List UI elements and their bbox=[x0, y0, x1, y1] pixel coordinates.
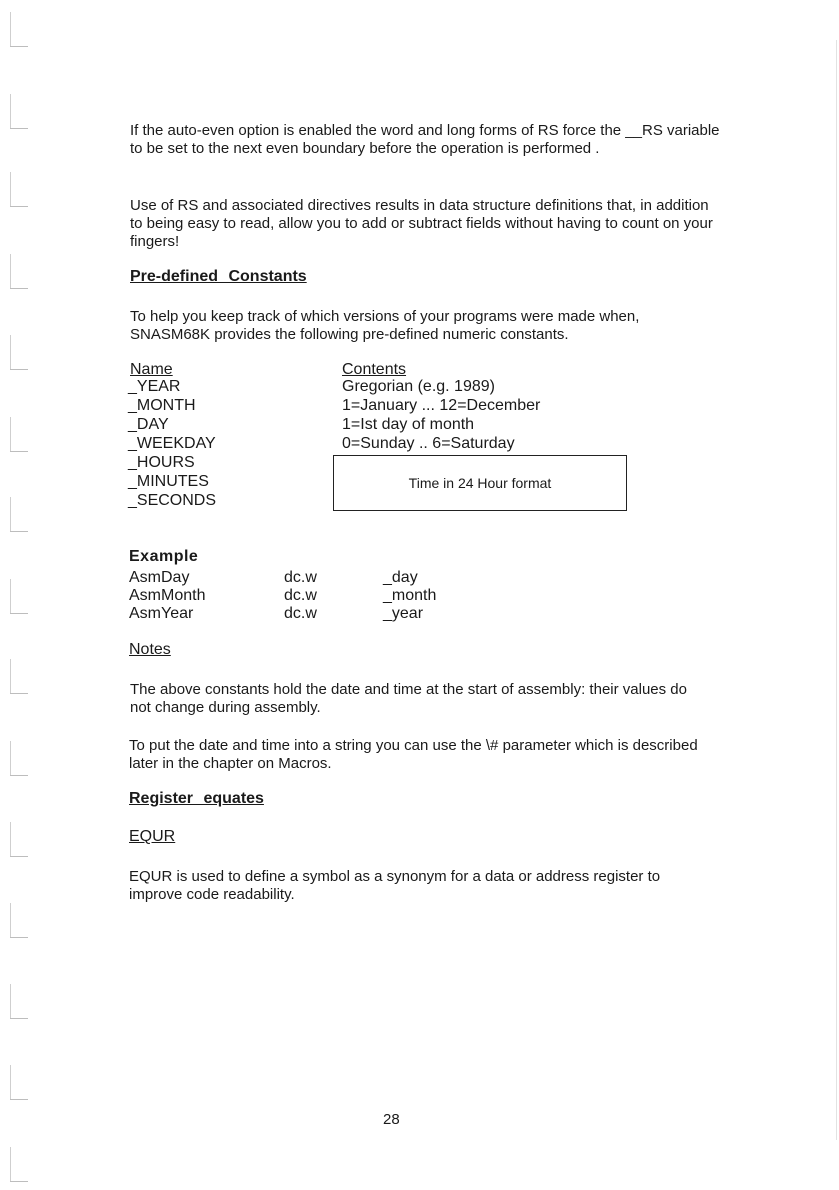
time-format-box bbox=[333, 455, 627, 511]
binder-mark bbox=[10, 450, 28, 452]
constant-contents: 0=Sunday .. 6=Saturday bbox=[342, 435, 515, 452]
paragraph-date-string: To put the date and time into a string you can use the \# parameter which is described later in the chapter on Macros. bbox=[129, 737, 698, 772]
binder-mark bbox=[10, 936, 28, 938]
column-header-name: Name bbox=[130, 361, 173, 378]
example-directive: dc.w bbox=[284, 569, 317, 586]
binder-mark bbox=[10, 855, 28, 857]
constant-name: _MINUTES bbox=[128, 473, 209, 490]
binder-mark bbox=[10, 287, 28, 289]
example-operand: _day bbox=[383, 569, 418, 586]
paragraph-constants-note: The above constants hold the date and time at the start of assembly: their values do not change during assembly. bbox=[130, 681, 687, 716]
example-operand: _month bbox=[383, 587, 437, 604]
example-directive: dc.w bbox=[284, 605, 317, 622]
heading-predefined-constants: Pre-defined Constants bbox=[130, 268, 307, 285]
example-label: AsmMonth bbox=[129, 587, 206, 604]
paragraph-equr-description: EQUR is used to define a symbol as a synonym for a data or address register to improve code readability. bbox=[129, 868, 661, 903]
constant-name: _HOURS bbox=[128, 454, 195, 471]
binder-mark bbox=[10, 1180, 28, 1182]
heading-equr: EQUR bbox=[129, 828, 176, 845]
paragraph-rs-usage: Use of RS and associated directives results in data structure definitions that, in addition to being easy to read, allow you to add or subtract fields without having to count on your fingers! bbox=[130, 197, 713, 250]
constant-name: _MONTH bbox=[128, 397, 196, 414]
binder-mark bbox=[10, 1098, 28, 1100]
example-label: AsmYear bbox=[129, 605, 194, 622]
binder-mark bbox=[10, 612, 28, 614]
example-operand: _year bbox=[383, 605, 424, 622]
binder-mark bbox=[10, 205, 28, 207]
binder-mark bbox=[10, 368, 28, 370]
binder-mark bbox=[10, 774, 28, 776]
page-number: 28 bbox=[383, 1111, 400, 1128]
binder-mark bbox=[10, 45, 28, 47]
binder-mark bbox=[10, 692, 28, 694]
page-edge bbox=[836, 40, 837, 1140]
constant-contents: Gregorian (e.g. 1989) bbox=[342, 378, 495, 395]
binder-mark bbox=[10, 127, 28, 129]
heading-register-equates: Register equates bbox=[129, 790, 264, 807]
constant-name: _YEAR bbox=[128, 378, 181, 395]
constant-name: _DAY bbox=[128, 416, 169, 433]
paragraph-constants-intro: To help you keep track of which versions of your programs were made when, SNASM68K provides the following pre-defined numeric constants. bbox=[130, 308, 640, 343]
constant-contents: 1=January ... 12=December bbox=[342, 397, 541, 414]
constant-name: _WEEKDAY bbox=[128, 435, 216, 452]
binder-mark bbox=[10, 530, 28, 532]
heading-notes: Notes bbox=[129, 641, 171, 658]
binder-mark bbox=[10, 1017, 28, 1019]
constant-name: _SECONDS bbox=[128, 492, 217, 509]
column-header-contents: Contents bbox=[342, 361, 407, 378]
example-directive: dc.w bbox=[284, 587, 317, 604]
paragraph-auto-even: If the auto-even option is enabled the word and long forms of RS force the __RS variable to be set to the next even boundary before the operation is performed . bbox=[130, 122, 720, 157]
constant-contents: 1=Ist day of month bbox=[342, 416, 475, 433]
example-label: AsmDay bbox=[129, 569, 190, 586]
example-title: Example bbox=[129, 548, 199, 565]
time-format-note: Time in 24 Hour format bbox=[408, 475, 552, 491]
